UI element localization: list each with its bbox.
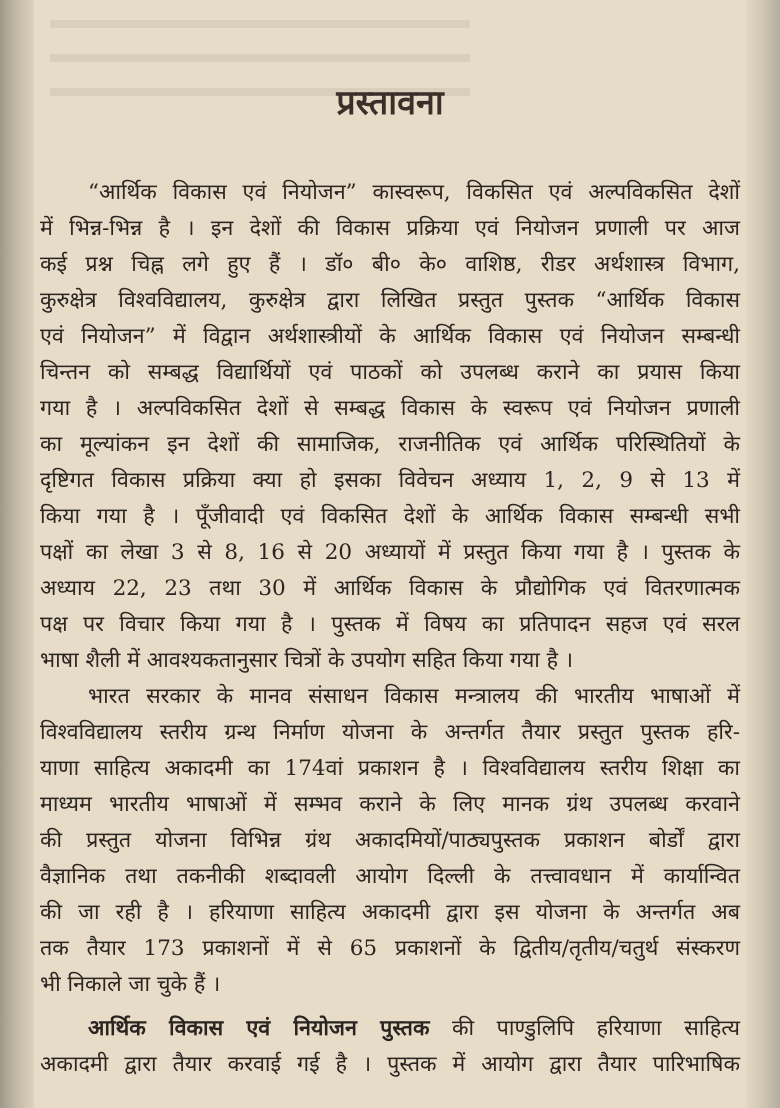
text-line: कुरुक्षेत्र विश्वविद्यालय, कुरुक्षेत्र द्वारा लिखित प्रस्तुत पुस्तक “आर्थिक विकास	[40, 288, 740, 313]
text-line: में भिन्न-भिन्न है । इन देशों की विकास प्रक्रिया एवं नियोजन प्रणाली पर आज	[40, 216, 740, 241]
page-edge-left	[0, 0, 34, 1108]
text-line: कई प्रश्न चिह्न लगे हुए हैं । डॉ० बी० के० वाशिष्ठ, रीडर अर्थशास्त्र विभाग,	[40, 252, 740, 277]
text-line: तक तैयार 173 प्रकाशनों में से 65 प्रकाशनों के द्वितीय/तृतीय/चतुर्थ संस्करण	[40, 936, 740, 961]
text-line: अध्याय 22, 23 तथा 30 में आर्थिक विकास के प्रौद्योगिक एवं वितरणात्मक	[40, 576, 740, 601]
text-line: भारत सरकार के मानव संसाधन विकास मन्त्रालय की भारतीय भाषाओं में	[88, 684, 740, 709]
text-line: दृष्टिगत विकास प्रक्रिया क्या हो इसका विवेचन अध्याय 1, 2, 9 से 13 में	[40, 468, 740, 493]
text-line: की प्रस्तुत योजना विभिन्न ग्रंथ अकादमियों/पाठ्यपुस्तक प्रकाशन बोर्डों द्वारा	[40, 828, 740, 853]
text-line: भी निकाले जा चुके हैं ।	[40, 972, 221, 997]
text-line: एवं नियोजन” में विद्वान अर्थशास्त्रीयों के आर्थिक विकास एवं नियोजन सम्बन्धी	[40, 324, 740, 349]
text-line: विश्वविद्यालय स्तरीय ग्रन्थ निर्माण योजना के अन्तर्गत तैयार प्रस्तुत पुस्तक हरि-	[40, 720, 740, 745]
text-line: का मूल्यांकन इन देशों की सामाजिक, राजनीतिक एवं आर्थिक परिस्थितियों के	[40, 432, 740, 457]
text-line: की जा रही है । हरियाणा साहित्य अकादमी द्वारा इस योजना के अन्तर्गत अब	[40, 900, 740, 925]
text-line: वैज्ञानिक तथा तकनीकी शब्दावली आयोग दिल्ली के तत्त्वावधान में कार्यान्वित	[40, 864, 740, 889]
text-line: गया है । अल्पविकसित देशों से सम्बद्ध विकास के स्वरूप एवं नियोजन प्रणाली	[40, 396, 740, 421]
text-line: “आर्थिक विकास एवं नियोजन” कास्वरूप, विकसित एवं अल्पविकसित देशों	[88, 180, 740, 205]
text-line: पक्षों का लेखा 3 से 8, 16 से 20 अध्यायों में प्रस्तुत किया गया है । पुस्तक के	[40, 540, 740, 565]
text-line: भाषा शैली में आवश्यकतानुसार चित्रों के उपयोग सहित किया गया है ।	[40, 648, 574, 673]
text-line: याणा साहित्य अकादमी का 174वां प्रकाशन है । विश्वविद्यालय स्तरीय शिक्षा का	[40, 756, 740, 781]
text-line: किया गया है । पूँजीवादी एवं विकसित देशों के आर्थिक विकास सम्बन्धी सभी	[40, 504, 740, 529]
text-line: पक्ष पर विचार किया गया है । पुस्तक में विषय का प्रतिपादन सहज एवं सरल	[40, 612, 740, 637]
text-line: अकादमी द्वारा तैयार करवाई गई है । पुस्तक में आयोग द्वारा तैयार पारिभाषिक	[40, 1052, 740, 1077]
page-edge-right	[746, 0, 780, 1108]
text-line: चिन्तन को सम्बद्ध विद्यार्थियों एवं पाठकों को उपलब्ध कराने का प्रयास किया	[40, 360, 740, 385]
page-title: प्रस्तावना	[336, 83, 444, 123]
bold-book-title: आर्थिक विकास एवं नियोजन पुस्तक	[88, 1016, 430, 1041]
text-line	[40, 1012, 740, 1046]
text-run: की पाण्डुलिपि हरियाणा साहित्य	[429, 1016, 740, 1041]
text-line: माध्यम भारतीय भाषाओं में सम्भव कराने के लिए मानक ग्रंथ उपलब्ध करवाने	[40, 792, 740, 817]
